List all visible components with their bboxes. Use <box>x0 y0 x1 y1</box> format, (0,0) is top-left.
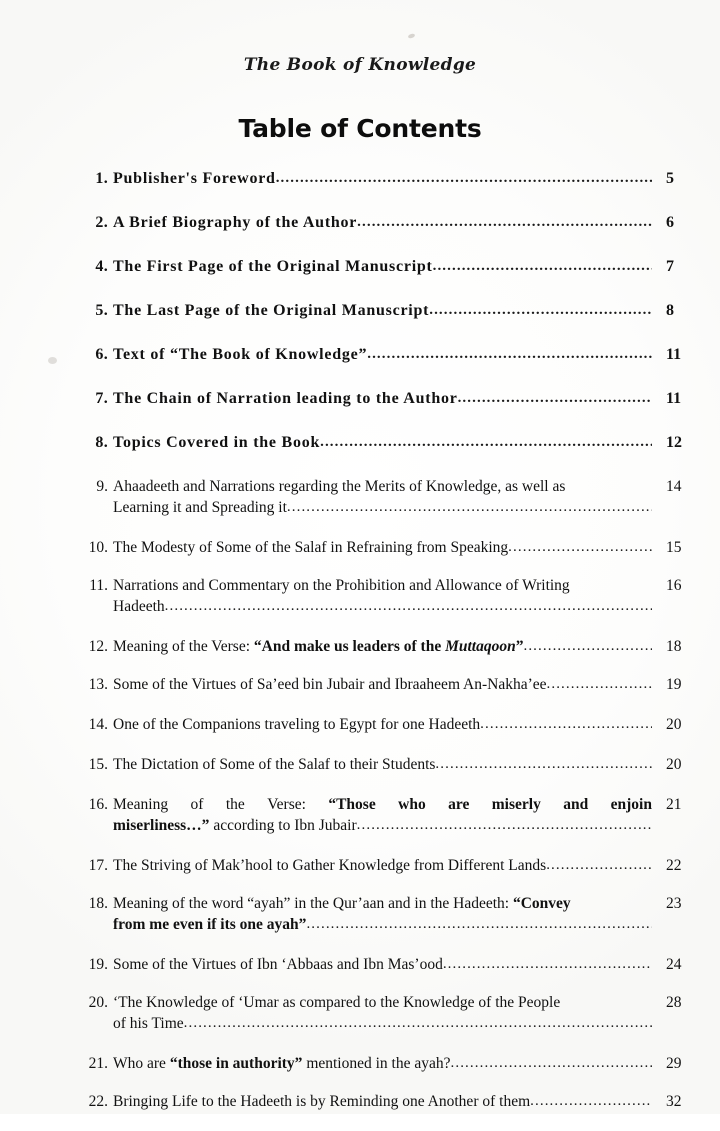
entry-number: 15. <box>88 756 108 773</box>
entry-body <box>113 388 652 410</box>
dot-leader <box>165 596 652 617</box>
entry-number: 14. <box>88 716 108 733</box>
entry-body <box>113 992 652 1035</box>
entry-page-number: 22 <box>666 857 682 874</box>
entry-title-word: enjoin <box>610 796 652 813</box>
entry-title: Bringing Life to the Hadeeth is by Reminding one Another of them <box>113 1093 531 1110</box>
dot-leader <box>530 1091 652 1112</box>
dot-leader <box>184 1013 652 1034</box>
dot-leader <box>451 1053 653 1074</box>
entry-body <box>113 954 652 976</box>
entry-number: 18. <box>88 895 108 912</box>
entry-title: Learning it and Spreading it <box>113 499 287 516</box>
entry-body <box>113 212 652 234</box>
entry-title-line-1: Narrations and Commentary on the Prohibition and Allowance of Writing <box>113 577 570 594</box>
entry-body <box>113 855 652 877</box>
entry-page-number: 21 <box>666 796 682 813</box>
toc-entry[interactable] <box>0 754 720 776</box>
entry-page-number: 18 <box>666 638 682 655</box>
entry-body <box>113 344 652 366</box>
entry-page-number: 23 <box>666 895 682 912</box>
toc-entry[interactable] <box>0 168 720 190</box>
dot-leader <box>320 432 652 453</box>
entry-body <box>113 537 652 559</box>
entry-page-number: 16 <box>666 577 682 594</box>
entry-title: The Modesty of Some of the Salaf in Refraining from Speaking <box>113 539 509 556</box>
dot-leader <box>276 168 652 189</box>
entry-title: The First Page of the Original Manuscript <box>113 258 433 275</box>
entry-number: 21. <box>88 1055 108 1072</box>
entry-title: Text of “The Book of Knowledge” <box>113 346 368 363</box>
entry-number: 16. <box>88 796 108 813</box>
entry-page-number: 20 <box>666 756 682 773</box>
entry-body <box>113 754 652 776</box>
entry-page-number: 15 <box>666 539 682 556</box>
entry-number: 12. <box>88 638 108 655</box>
dot-leader <box>357 815 652 836</box>
entry-title: The Chain of Narration leading to the Author <box>113 390 458 407</box>
entry-body <box>113 636 652 658</box>
entry-title-line-1: Ahaadeeth and Narrations regarding the Merits of Knowledge, as well as <box>113 478 566 495</box>
entry-page-number: 14 <box>666 478 682 495</box>
toc-entry[interactable] <box>0 1053 720 1075</box>
entry-body <box>113 432 652 454</box>
toc-entry[interactable] <box>0 476 720 519</box>
toc-entry[interactable] <box>0 794 720 837</box>
entry-title: of his Time <box>113 1015 184 1032</box>
entry-body <box>113 893 652 936</box>
entry-body <box>113 476 652 519</box>
entry-title: The Dictation of Some of the Salaf to their Students <box>113 756 436 773</box>
entry-title: The Last Page of the Original Manuscript <box>113 302 430 319</box>
entry-number: 13. <box>88 676 108 693</box>
entry-number: 6. <box>95 346 108 363</box>
toc-entry[interactable] <box>0 855 720 877</box>
dot-leader <box>480 714 652 735</box>
toc-entry[interactable] <box>0 256 720 278</box>
entry-page-number: 20 <box>666 716 682 733</box>
entry-title: Meaning of the Verse: “And make us leaders of the Muttaqoon” <box>113 638 524 655</box>
toc-entry[interactable] <box>0 636 720 658</box>
entry-title: One of the Companions traveling to Egypt for one Hadeeth <box>113 716 481 733</box>
entry-page-number: 11 <box>666 346 682 363</box>
running-head: The Book of Knowledge <box>243 55 477 75</box>
dot-leader <box>508 537 652 558</box>
entry-body <box>113 1053 652 1075</box>
dot-leader <box>433 256 652 277</box>
entry-number: 20. <box>88 994 108 1011</box>
entry-title-word: miserly <box>491 796 541 813</box>
entry-title: Who are “those in authority” mentioned in the ayah? <box>113 1055 451 1072</box>
toc-entry[interactable] <box>0 388 720 410</box>
dot-leader <box>429 300 652 321</box>
entry-page-number: 5 <box>666 170 674 187</box>
dot-leader <box>357 212 652 233</box>
entry-number: 11. <box>89 577 108 594</box>
entry-title: The Striving of Mak’hool to Gather Knowledge from Different Lands <box>113 857 547 874</box>
dot-leader <box>458 388 652 409</box>
entry-title-word: Verse: <box>267 796 306 813</box>
entry-page-number: 24 <box>666 956 682 973</box>
dot-leader <box>523 636 652 657</box>
entry-page-number: 32 <box>666 1093 682 1110</box>
entry-page-number: 8 <box>666 302 674 319</box>
entry-title-line-1: ‘The Knowledge of ‘Umar as compared to the Knowledge of the People <box>113 994 561 1011</box>
entry-title-line-1: Meaning of the word “ayah” in the Qur’aan and in the Hadeeth: “Convey <box>113 895 571 912</box>
entry-title-word: of <box>190 796 204 813</box>
entry-title: Hadeeth <box>113 598 165 615</box>
entry-body <box>113 1091 652 1113</box>
entry-title-word: who <box>398 796 426 813</box>
toc-entry[interactable] <box>0 674 720 696</box>
entry-body <box>113 674 652 696</box>
entry-number: 10. <box>88 539 108 556</box>
entry-title-word: “Those <box>328 796 376 813</box>
entry-title: Topics Covered in the Book <box>113 434 321 451</box>
toc-entry[interactable] <box>0 954 720 976</box>
entry-number: 19. <box>88 956 108 973</box>
entry-body <box>113 794 652 837</box>
toc-entry[interactable] <box>0 575 720 618</box>
entry-number: 7. <box>95 390 108 407</box>
toc-entry[interactable] <box>0 714 720 736</box>
entry-body <box>113 714 652 736</box>
toc-entry[interactable] <box>0 992 720 1035</box>
dot-leader <box>306 914 652 935</box>
entry-title: A Brief Biography of the Author <box>113 214 358 231</box>
dot-leader <box>367 344 652 365</box>
entry-page-number: 29 <box>666 1055 682 1072</box>
entry-body <box>113 256 652 278</box>
entry-title: miserliness…” according to Ibn Jubair <box>113 817 357 834</box>
dot-leader <box>287 497 652 518</box>
entry-number: 17. <box>88 857 108 874</box>
entry-number: 1. <box>95 170 108 187</box>
entry-number: 22. <box>88 1093 108 1110</box>
toc-entry[interactable] <box>0 344 720 366</box>
toc-entry[interactable] <box>0 300 720 322</box>
entry-title: from me even if its one ayah” <box>113 916 307 933</box>
toc-entry[interactable] <box>0 537 720 559</box>
entry-title-word: and <box>563 796 589 813</box>
dot-leader <box>547 674 653 695</box>
table-of-contents-list <box>0 168 720 1131</box>
entry-body <box>113 168 652 190</box>
entry-number: 2. <box>95 214 108 231</box>
entry-number: 8. <box>95 434 108 451</box>
entry-body <box>113 300 652 322</box>
entry-page-number: 6 <box>666 214 674 231</box>
entry-title-word: Meaning <box>113 796 169 813</box>
entry-title: Some of the Virtues of Sa’eed bin Jubair and Ibraaheem An-Nakha’ee <box>113 676 547 693</box>
toc-entry[interactable] <box>0 893 720 936</box>
entry-page-number: 28 <box>666 994 682 1011</box>
entry-body <box>113 575 652 618</box>
entry-title-word: are <box>448 796 470 813</box>
entry-number: 4. <box>95 258 108 275</box>
entry-title: Some of the Virtues of Ibn ‘Abbaas and Ibn Mas’ood <box>113 956 443 973</box>
entry-page-number: 7 <box>666 258 674 275</box>
entry-page-number: 12 <box>666 434 682 451</box>
entry-page-number: 19 <box>666 676 682 693</box>
entry-page-number: 11 <box>666 390 682 407</box>
toc-entry[interactable] <box>0 432 720 454</box>
dot-leader <box>443 954 652 975</box>
toc-entry[interactable] <box>0 1091 720 1113</box>
dot-leader <box>435 754 652 775</box>
page-title: Table of Contents <box>238 114 482 143</box>
toc-entry[interactable] <box>0 212 720 234</box>
dot-leader <box>546 855 652 876</box>
entry-number: 5. <box>95 302 108 319</box>
entry-title-word: the <box>225 796 245 813</box>
entry-title: Publisher's Foreword <box>113 170 276 187</box>
entry-number: 9. <box>96 478 108 495</box>
